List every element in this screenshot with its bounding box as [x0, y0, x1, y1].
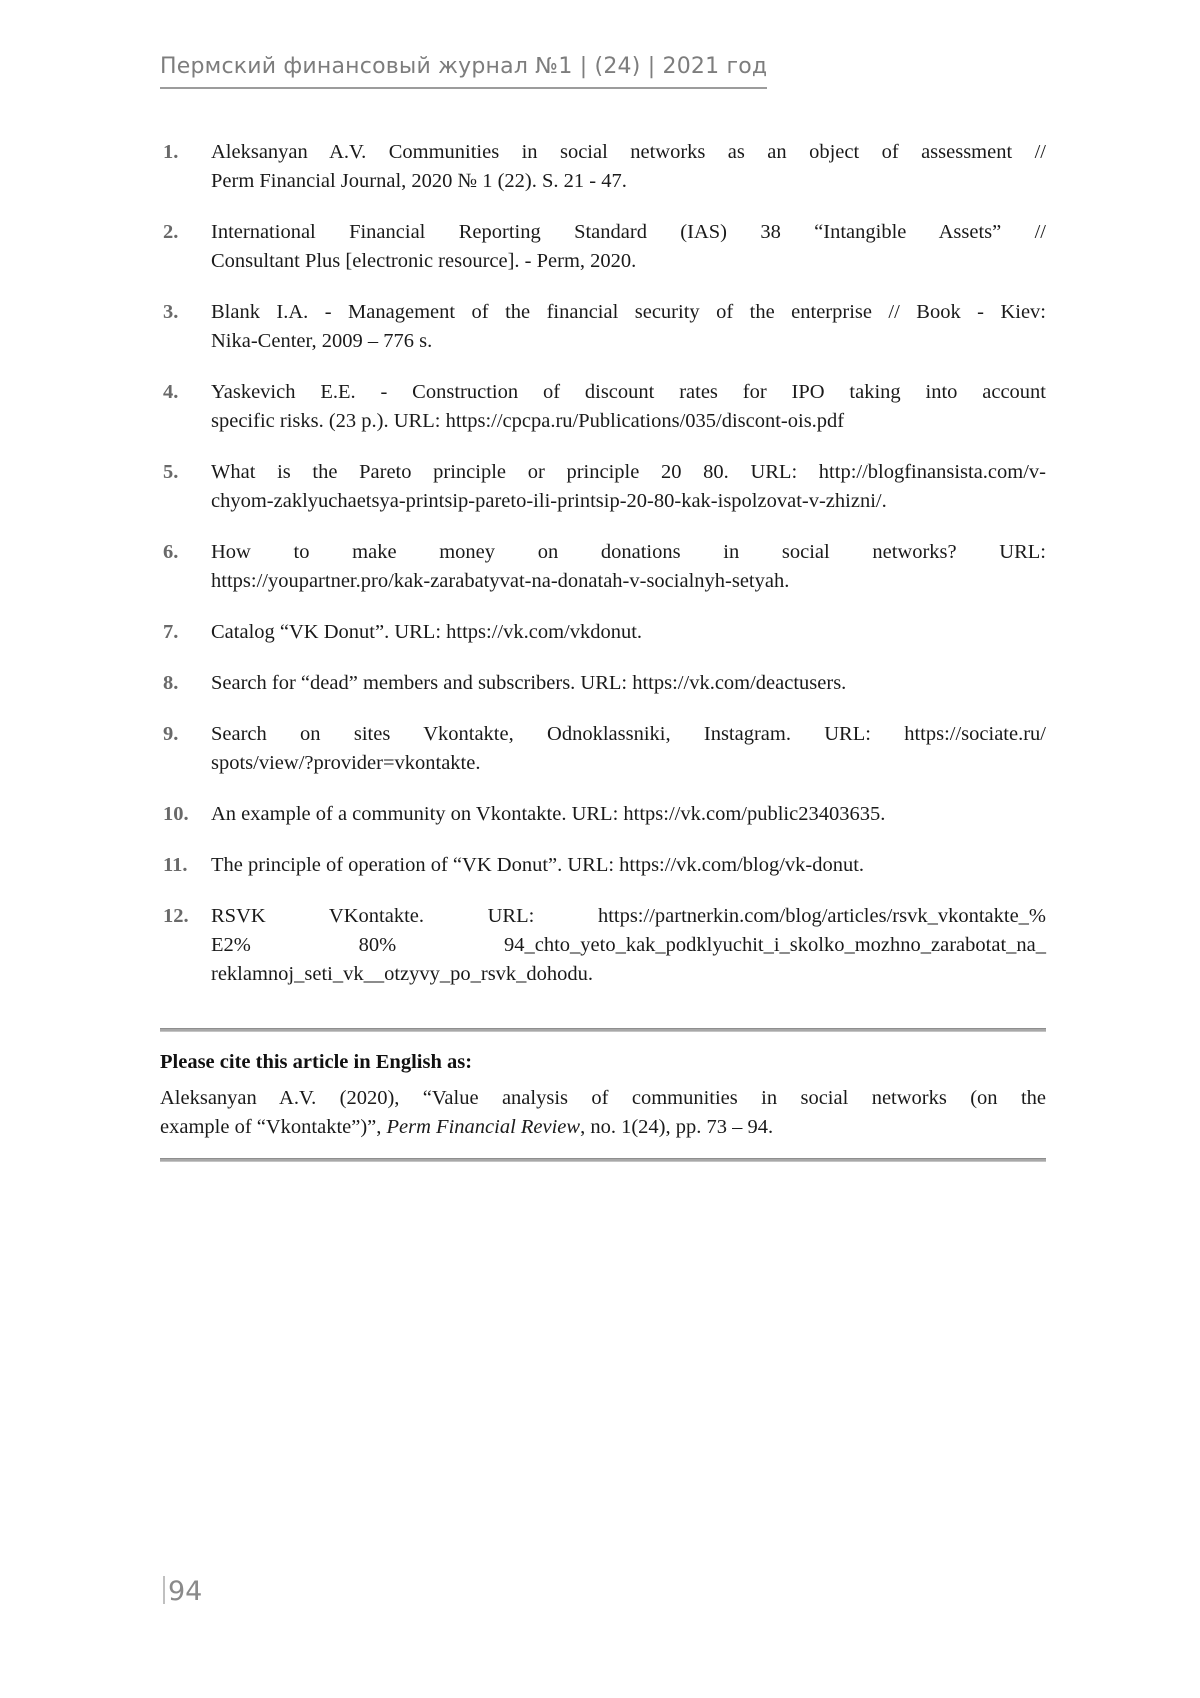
reference-body — [211, 458, 1046, 516]
reference-line: E2% 80% 94_chto_yeto_kak_podklyuchit_i_skolko_mozhno_zarabotat_na_ — [211, 934, 1046, 956]
reference-body — [211, 851, 1046, 880]
citation-text: , no. 1(24), pp. 73 – 94. — [580, 1116, 774, 1138]
reference-body — [211, 538, 1046, 596]
citation-block — [160, 1028, 1046, 1162]
citation-paragraph — [160, 1084, 1046, 1142]
divider-bottom — [160, 1158, 1046, 1162]
citation-line — [160, 1113, 1046, 1142]
reference-body — [211, 378, 1046, 436]
reference-line: Blank I.A. - Management of the financial security of the enterprise // Book - Kiev: — [211, 301, 1046, 323]
journal-title: Пермский финансовый журнал №1 | (24) | 2021 год — [160, 53, 767, 89]
reference-line: Search on sites Vkontakte, Odnoklassniki, Instagram. URL: https://sociate.ru/ — [211, 723, 1046, 745]
reference-number: 1. — [163, 141, 179, 163]
footer-bar — [163, 1576, 165, 1604]
reference-number: 9. — [163, 723, 179, 745]
reference-item-5 — [160, 458, 1046, 516]
reference-line: What is the Pareto principle or principle 20 80. URL: http://blogfinansista.com/v- — [211, 461, 1046, 483]
reference-number: 3. — [163, 301, 179, 323]
page-footer — [163, 1576, 202, 1608]
reference-body — [211, 298, 1046, 356]
reference-line: Aleksanyan A.V. Communities in social networks as an object of assessment // — [211, 141, 1046, 163]
reference-item-7 — [160, 618, 1046, 647]
page-header — [160, 53, 767, 89]
reference-body — [211, 669, 1046, 698]
reference-line: spots/view/?provider=vkontakte. — [211, 752, 481, 774]
reference-number: 8. — [163, 672, 179, 694]
reference-body — [211, 800, 1046, 829]
citation-line: Aleksanyan A.V. (2020), “Value analysis of communities in social networks (on the — [160, 1087, 1046, 1109]
reference-item-1 — [160, 138, 1046, 196]
reference-item-6 — [160, 538, 1046, 596]
reference-number: 10. — [163, 803, 189, 825]
citation-text: example of “Vkontakte”)”, — [160, 1116, 387, 1138]
reference-number: 5. — [163, 461, 179, 483]
reference-line: Nika-Center, 2009 – 776 s. — [211, 330, 433, 352]
reference-line: Yaskevich E.E. - Construction of discount rates for IPO taking into account — [211, 381, 1046, 403]
reference-line: chyom-zaklyuchaetsya-printsip-pareto-ili-printsip-20-80-kak-ispolzovat-v-zhizni/. — [211, 490, 887, 512]
reference-list — [160, 138, 1046, 1011]
reference-item-2 — [160, 218, 1046, 276]
divider-top — [160, 1028, 1046, 1032]
reference-line: How to make money on donations in social networks? URL: — [211, 541, 1046, 563]
reference-line: specific risks. (23 p.). URL: https://cpcpa.ru/Publications/035/discont-ois.pdf — [211, 410, 845, 432]
reference-item-3 — [160, 298, 1046, 356]
reference-line: Consultant Plus [electronic resource]. - Perm, 2020. — [211, 250, 637, 272]
reference-item-10 — [160, 800, 1046, 829]
reference-item-4 — [160, 378, 1046, 436]
reference-number: 11. — [163, 854, 188, 876]
reference-line: Search for “dead” members and subscribers. URL: https://vk.com/deactusers. — [211, 672, 847, 694]
reference-line: An example of a community on Vkontakte. URL: https://vk.com/public23403635. — [211, 803, 886, 825]
reference-number: 12. — [163, 905, 189, 927]
citation-heading: Please cite this article in English as: — [160, 1051, 473, 1073]
reference-line: Perm Financial Journal, 2020 № 1 (22). S. 21 - 47. — [211, 170, 627, 192]
journal-name-italic: Perm Financial Review — [386, 1116, 581, 1138]
reference-item-12 — [160, 902, 1046, 989]
page-number: 94 — [168, 1576, 203, 1607]
reference-line: https://youpartner.pro/kak-zarabatyvat-na-donatah-v-socialnyh-setyah. — [211, 570, 790, 592]
reference-body — [211, 138, 1046, 196]
reference-body — [211, 720, 1046, 778]
reference-line: RSVK VKontakte. URL: https://partnerkin.com/blog/articles/rsvk_vkontakte_% — [211, 905, 1046, 927]
reference-line: reklamnoj_seti_vk__otzyvy_po_rsvk_dohodu. — [211, 963, 594, 985]
reference-line: The principle of operation of “VK Donut”. URL: https://vk.com/blog/vk-donut. — [211, 854, 865, 876]
reference-line: Catalog “VK Donut”. URL: https://vk.com/vkdonut. — [211, 621, 643, 643]
reference-item-8 — [160, 669, 1046, 698]
reference-number: 4. — [163, 381, 179, 403]
reference-line: International Financial Reporting Standard (IAS) 38 “Intangible Assets” // — [211, 221, 1046, 243]
reference-number: 7. — [163, 621, 179, 643]
reference-body — [211, 218, 1046, 276]
reference-body — [211, 618, 1046, 647]
reference-body — [211, 902, 1046, 989]
reference-number: 6. — [163, 541, 179, 563]
reference-item-11 — [160, 851, 1046, 880]
reference-item-9 — [160, 720, 1046, 778]
reference-number: 2. — [163, 221, 179, 243]
